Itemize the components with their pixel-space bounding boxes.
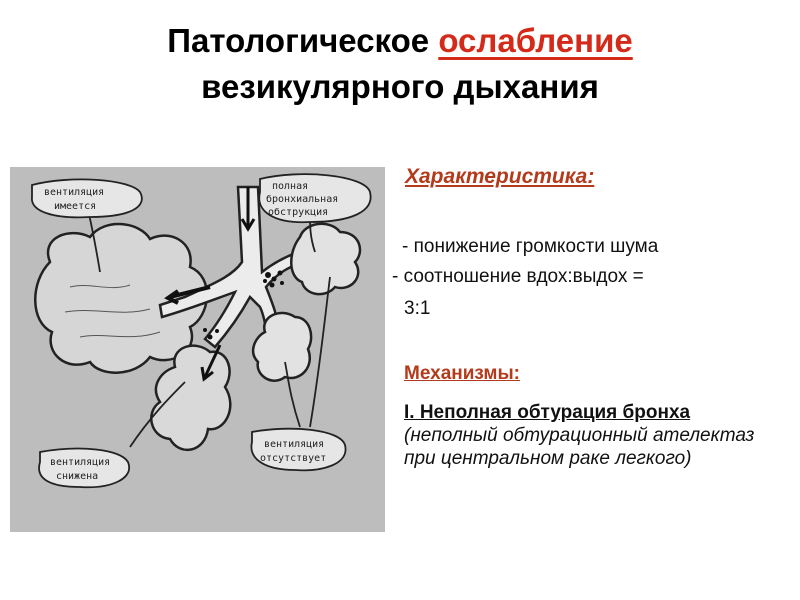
characteristic-item-3: 3:1: [404, 298, 431, 319]
label-ventilation-reduced-2: снижена: [56, 471, 99, 482]
mechanism-item-1-title: I. Неполная обтурация бронха: [404, 402, 691, 423]
title-accent: ослабление: [438, 22, 633, 59]
lung-diagram: [10, 167, 385, 532]
characteristic-item-2: - соотношение вдох:выдох =: [392, 266, 644, 287]
mechanism-item-1-detail: (неполный обтурационный ателектаз при центральном раке легкого): [404, 425, 755, 469]
label-obstruction-3: обструкция: [268, 207, 329, 218]
characteristic-item-1: - понижение громкости шума: [402, 236, 659, 257]
right-lower-lobe-shape: [253, 313, 311, 381]
right-upper-lobe-shape: [291, 224, 360, 294]
label-ventilation-absent-2: отсутствует: [260, 453, 327, 464]
title-line-2: везикулярного дыхания: [201, 68, 599, 105]
lung-diagram-drawing: [10, 167, 385, 532]
label-obstruction-2: бронхиальная: [266, 194, 339, 205]
slide-title: [0, 18, 800, 110]
label-ventilation-present-2: имеется: [54, 201, 97, 212]
title-part-1: Патологическое: [167, 22, 430, 59]
characteristics-heading: Характеристика:: [405, 165, 595, 188]
label-obstruction-1: полная: [272, 181, 309, 192]
label-ventilation-absent-1: вентиляция: [264, 439, 325, 450]
mechanisms-heading: Механизмы:: [404, 363, 521, 384]
label-ventilation-present-1: вентиляция: [44, 187, 105, 198]
label-ventilation-reduced-1: вентиляция: [50, 457, 111, 468]
mechanism-item-1: [404, 401, 784, 470]
